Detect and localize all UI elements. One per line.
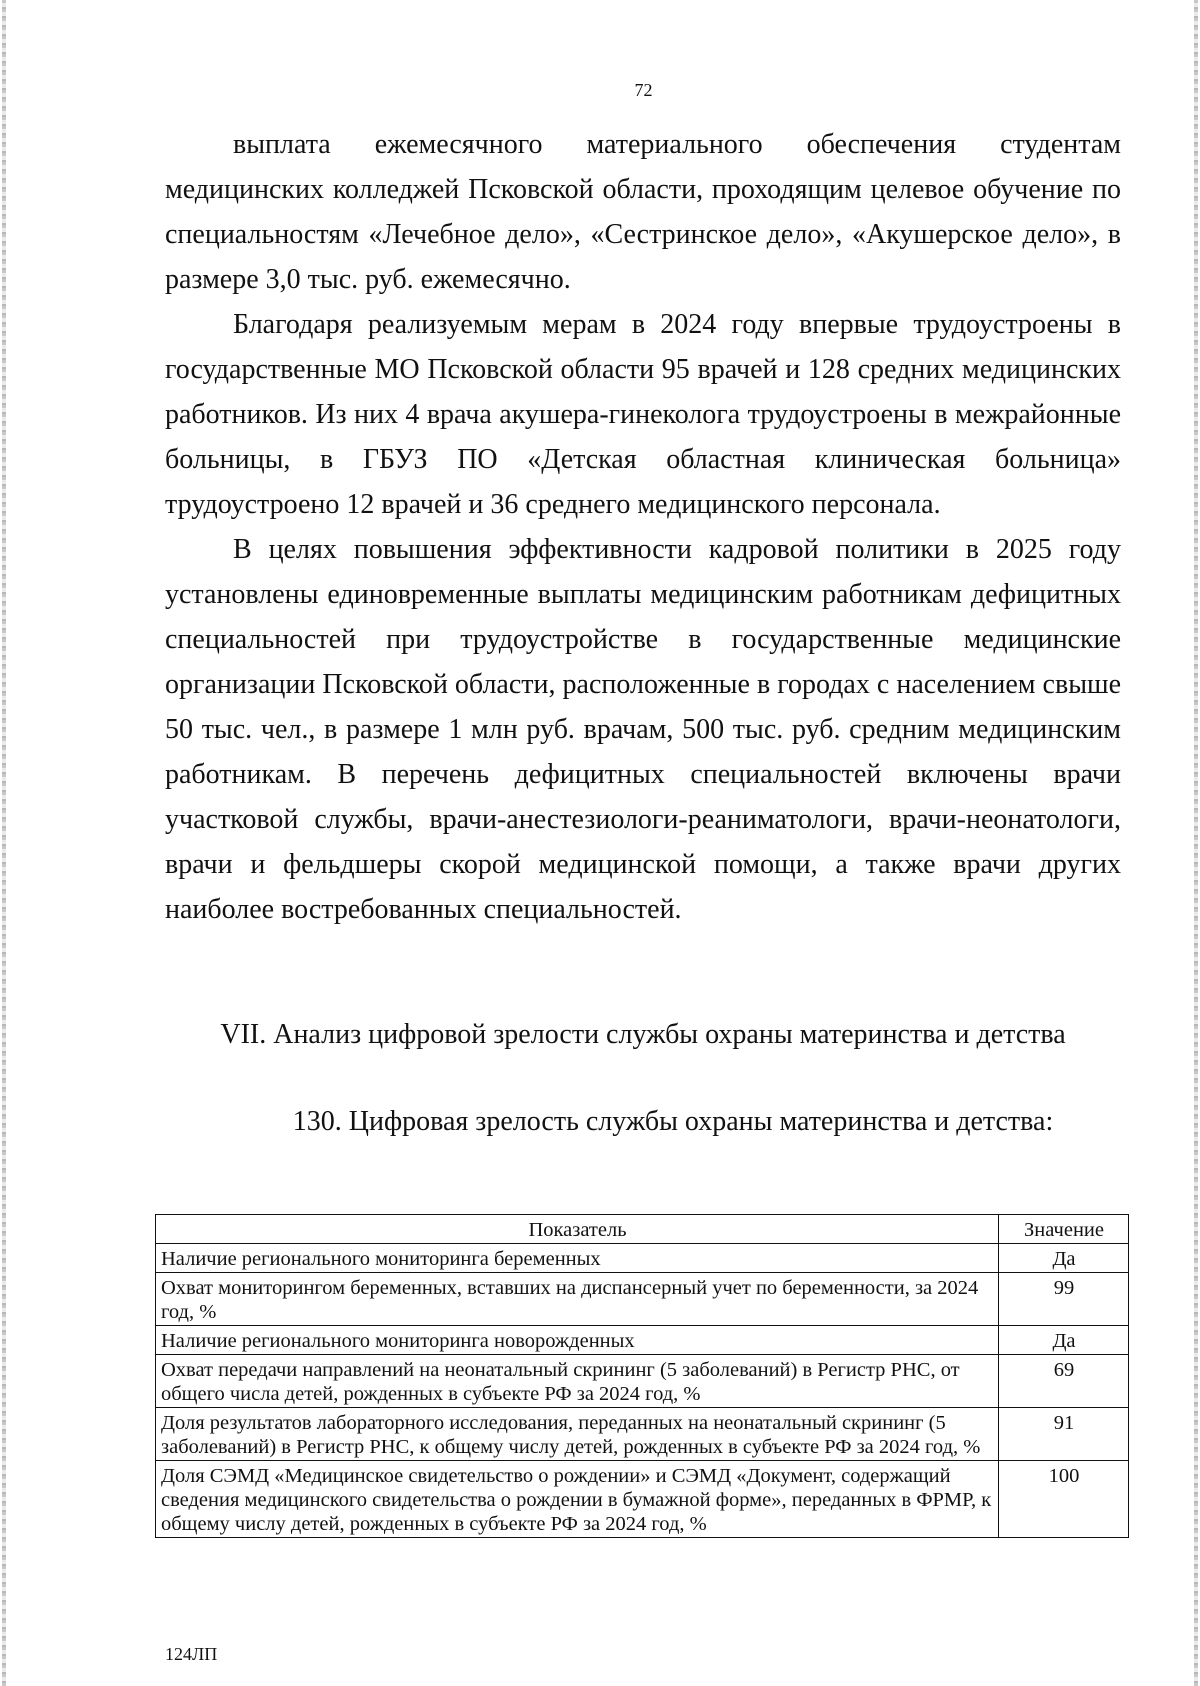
paragraph-payment: выплата ежемесячного материального обеспечения студентам медицинских колледжей Псковской области, проходящим целевое обучение по специальностям «Лечебное дело», «Сестринское дело», «Акушерское дело», в размере 3,0 тыс. руб. ежемесячно. bbox=[165, 129, 1121, 295]
table-row bbox=[156, 1355, 1129, 1408]
scan-edge-left bbox=[2, 0, 6, 1686]
section-heading: VII. Анализ цифровой зрелости службы охраны материнства и детства bbox=[220, 1019, 1066, 1050]
header-indicator: Показатель bbox=[156, 1215, 999, 1244]
page-number: 72 bbox=[634, 80, 653, 100]
table-row bbox=[156, 1326, 1129, 1355]
table-row bbox=[156, 1244, 1129, 1273]
value-cell: Да bbox=[999, 1326, 1129, 1355]
indicator-cell: Охват мониторингом беременных, вставших на диспансерный учет по беременности, за 2024 год, % bbox=[156, 1273, 999, 1326]
table-row bbox=[156, 1273, 1129, 1326]
table-header-row bbox=[156, 1215, 1129, 1244]
paragraph-hr-policy: В целях повышения эффективности кадровой политики в 2025 году установлены единовременные выплаты медицинским работникам дефицитных специальностей при трудоустройстве в государственные медицинские организации Псковской области, расположенные в городах с населением свыше 50 тыс. чел., в размере 1 млн руб. врачам, 500 тыс. руб. средним медицинским работникам. В перечень дефицитных специальностей включены врачи участковой службы, врачи-анестезиологи-реаниматологи, врачи-неонатологи, врачи и фельдшеры скорой медицинской помощи, а также врачи других наиболее востребованных специальностей. bbox=[165, 534, 1121, 925]
paragraph-employment: Благодаря реализуемым мерам в 2024 году впервые трудоустроены в государственные МО Псковской области 95 врачей и 128 средних медицинских работников. Из них 4 врача акушера-гинеколога трудоустроены в межрайонные больницы, в ГБУЗ ПО «Детская областная клиническая больница» трудоустроено 12 врачей и 36 среднего медицинского персонала. bbox=[165, 309, 1121, 520]
indicator-cell: Доля результатов лабораторного исследования, переданных на неонатальный скрининг (5 заболеваний) в Регистр РНС, к общему числу детей, рожденных в субъекте РФ за 2024 год, % bbox=[156, 1408, 999, 1461]
document-code: 124ЛП bbox=[165, 1644, 218, 1664]
value-cell: Да bbox=[999, 1244, 1129, 1273]
value-cell: 69 bbox=[999, 1355, 1129, 1408]
indicator-cell: Наличие регионального мониторинга беременных bbox=[156, 1244, 999, 1273]
value-cell: 100 bbox=[999, 1461, 1129, 1538]
value-cell: 91 bbox=[999, 1408, 1129, 1461]
indicator-cell: Охват передачи направлений на неонатальный скрининг (5 заболеваний) в Регистр РНС, от общего числа детей, рожденных в субъекте РФ за 2024 год, % bbox=[156, 1355, 999, 1408]
indicator-cell: Доля СЭМД «Медицинское свидетельство о рождении» и СЭМД «Документ, содержащий сведения медицинского свидетельства о рождении в бумажной форме», переданных в ФРМР, к общему числу детей, рожденных в субъекте РФ за 2024 год, % bbox=[156, 1461, 999, 1538]
item-heading: 130. Цифровая зрелость службы охраны материнства и детства: bbox=[292, 1106, 1054, 1137]
table-row bbox=[156, 1461, 1129, 1538]
scan-edge-right bbox=[1194, 0, 1198, 1686]
table-row bbox=[156, 1408, 1129, 1461]
value-cell: 99 bbox=[999, 1273, 1129, 1326]
indicator-cell: Наличие регионального мониторинга новорожденных bbox=[156, 1326, 999, 1355]
body-text-block bbox=[165, 122, 1121, 932]
header-value: Значение bbox=[999, 1215, 1129, 1244]
digital-maturity-table bbox=[155, 1214, 1129, 1538]
